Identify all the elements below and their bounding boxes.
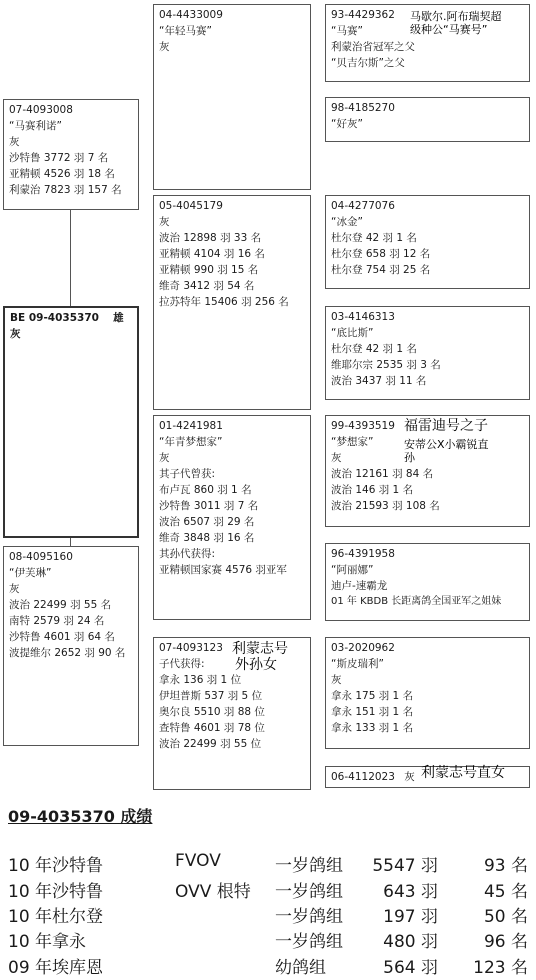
sire-line: 沙特鲁 3772 羽 7 名 <box>9 152 109 164</box>
sire-line: 利蒙治 7823 羽 157 名 <box>9 184 122 196</box>
dam-line: 灰 <box>9 583 20 595</box>
card-line: 波治 12161 羽 84 名 <box>331 468 434 480</box>
sire-sire-card <box>153 4 311 190</box>
result-row <box>0 927 536 951</box>
result-birds: 480 羽 <box>383 932 438 952</box>
handwritten-note <box>404 438 489 464</box>
sire-card <box>3 99 139 210</box>
result-year-race: 10 年沙特鲁 <box>8 882 104 902</box>
sire-dam-card <box>153 195 311 410</box>
card-line: 波治 6507 羽 29 名 <box>159 516 255 528</box>
card-line: “年轻马赛” <box>159 25 212 37</box>
card-line: 波治 3437 羽 11 名 <box>331 375 427 387</box>
result-class: 一岁鸽组 <box>275 856 343 876</box>
card-line: 灰 <box>159 41 170 53</box>
card-line: 杜尔登 658 羽 12 名 <box>331 248 431 260</box>
result-year-race: 10 年杜尔登 <box>8 907 104 927</box>
card-line: 亚精顿 4104 羽 16 名 <box>159 248 265 260</box>
card-line: 伊坦普斯 537 羽 5 位 <box>159 690 263 702</box>
handwritten-note: 利蒙志号直女 <box>421 765 505 781</box>
card-line: 98-4185270 <box>331 102 395 114</box>
dam-line: “伊芙琳” <box>9 567 52 579</box>
result-year-race: 10 年沙特鲁 <box>8 856 104 876</box>
results-title: 09-4035370 成绩 <box>8 807 153 826</box>
sire-line: “马赛利诺” <box>9 120 62 132</box>
card-line: 07-4093123 <box>159 642 223 654</box>
card-line: 03-4146313 <box>331 311 395 323</box>
card-line: 维奇 3848 羽 16 名 <box>159 532 255 544</box>
card-line: 05-4045179 <box>159 200 223 212</box>
subject-card <box>3 306 139 538</box>
connector-line <box>70 210 71 306</box>
result-place: 93 名 <box>483 856 528 876</box>
card-line: 灰 <box>159 452 170 464</box>
card-line: 波治 146 羽 1 名 <box>331 484 414 496</box>
result-birds: 197 羽 <box>383 907 438 927</box>
card-line: 拿永 136 羽 1 位 <box>159 674 242 686</box>
ssd-card <box>325 97 530 142</box>
card-line: 96-4391958 <box>331 548 395 560</box>
card-line: 01 年 KBDB 长距离鸽全国亚军之姐妹 <box>331 596 502 607</box>
card-line: 06-4112023 <box>331 771 395 783</box>
card-line: 查特鲁 4601 羽 78 位 <box>159 722 265 734</box>
card-line: “好灰” <box>331 118 363 130</box>
result-row <box>0 953 536 977</box>
handwritten-line: 马歇尔.阿布瑞契超 <box>410 10 502 23</box>
card-line: 奥尔良 5510 羽 88 位 <box>159 706 265 718</box>
result-class: 一岁鸽组 <box>275 882 343 902</box>
card-line: 拿永 175 羽 1 名 <box>331 690 414 702</box>
handwritten-note <box>232 641 288 673</box>
result-row <box>0 851 536 875</box>
card-line: 其子代曾获: <box>159 468 216 480</box>
result-place: 50 名 <box>483 907 528 927</box>
dam-sire-card <box>153 415 311 620</box>
result-place: 45 名 <box>483 882 528 902</box>
handwritten-line: 级种公“马赛号” <box>410 23 488 36</box>
card-line: 04-4277076 <box>331 200 395 212</box>
result-class: 一岁鸽组 <box>275 932 343 952</box>
handwritten-note <box>410 10 502 36</box>
subject-line: BE 09-4035370 雄 <box>10 312 124 324</box>
card-line: 沙特鲁 3011 羽 7 名 <box>159 500 259 512</box>
dam-line: 波提维尔 2652 羽 90 名 <box>9 647 126 659</box>
card-line: “底比斯” <box>331 327 374 339</box>
card-line: “斯皮瑞利” <box>331 658 384 670</box>
dam-line: 沙特鲁 4601 羽 64 名 <box>9 631 115 643</box>
card-line: 其孙代获得: <box>159 548 216 560</box>
card-line: 01-4241981 <box>159 420 223 432</box>
result-row <box>0 902 536 926</box>
card-line: 维耶尔宗 2535 羽 3 名 <box>331 359 441 371</box>
card-line: 灰 <box>404 771 415 783</box>
card-line: 波治 21593 羽 108 名 <box>331 500 440 512</box>
card-line: “年青梦想家” <box>159 436 223 448</box>
dam-line: 波治 22499 羽 55 名 <box>9 599 112 611</box>
dam-line: 08-4095160 <box>9 551 73 563</box>
dsd-card <box>325 543 530 621</box>
dam-card <box>3 546 139 746</box>
handwritten-line: 安蒂公X小霸锐直 <box>404 438 489 451</box>
card-line: 迪卢-速霸龙 <box>331 580 388 592</box>
card-line: 波治 22499 羽 55 位 <box>159 738 262 750</box>
handwritten-line: 外孙女 <box>235 657 277 673</box>
card-line: 维奇 3412 羽 54 名 <box>159 280 255 292</box>
result-birds: 5547 羽 <box>372 856 438 876</box>
dam-line: 南特 2579 羽 24 名 <box>9 615 105 627</box>
result-note: OVV 根特 <box>175 882 251 902</box>
card-line: 亚精顿 990 羽 15 名 <box>159 264 259 276</box>
dds-card <box>325 637 530 749</box>
card-line: “梦想家” <box>331 436 374 448</box>
card-line: 04-4433009 <box>159 9 223 21</box>
card-line: 亚精顿国家赛 4576 羽亚军 <box>159 564 287 576</box>
result-year-race: 09 年埃库恩 <box>8 958 104 978</box>
sds-card <box>325 195 530 289</box>
card-line: 布卢瓦 860 羽 1 名 <box>159 484 252 496</box>
handwritten-line: 利蒙志号 <box>232 641 288 657</box>
card-line: 拿永 151 羽 1 名 <box>331 706 414 718</box>
card-line: 93-4429362 <box>331 9 395 21</box>
result-birds: 643 羽 <box>383 882 438 902</box>
result-note: FVOV <box>175 851 221 871</box>
card-line: “阿丽娜” <box>331 564 374 576</box>
handwritten-line: 孙 <box>404 451 415 464</box>
card-line: 波治 12898 羽 33 名 <box>159 232 262 244</box>
subject-line: 灰 <box>10 328 21 340</box>
card-line: 灰 <box>159 216 170 228</box>
result-class: 一岁鸽组 <box>275 907 343 927</box>
handwritten-note: 福雷迪号之子 <box>404 418 488 434</box>
card-line: 拿永 133 羽 1 名 <box>331 722 414 734</box>
card-line: 杜尔登 42 羽 1 名 <box>331 232 417 244</box>
card-line: 99-4393519 <box>331 420 395 432</box>
card-line: “贝吉尔斯”之父 <box>331 57 405 69</box>
card-line: “马赛” <box>331 25 363 37</box>
result-row <box>0 877 536 901</box>
card-line: 杜尔登 754 羽 25 名 <box>331 264 431 276</box>
card-line: 灰 <box>331 674 342 686</box>
result-birds: 564 羽 <box>383 958 438 978</box>
card-line: 灰 <box>331 452 342 464</box>
sdd-card <box>325 306 530 400</box>
card-line: 拉苏特年 15406 羽 256 名 <box>159 296 289 308</box>
sire-line: 亚精顿 4526 羽 18 名 <box>9 168 115 180</box>
card-line: 利蒙治省冠军之父 <box>331 41 415 53</box>
result-year-race: 10 年拿永 <box>8 932 87 952</box>
card-line: 杜尔登 42 羽 1 名 <box>331 343 417 355</box>
result-class: 幼鸽组 <box>275 958 326 978</box>
sire-line: 灰 <box>9 136 20 148</box>
result-place: 123 名 <box>473 958 528 978</box>
card-line: 03-2020962 <box>331 642 395 654</box>
card-line: 子代获得: <box>159 658 205 670</box>
result-place: 96 名 <box>483 932 528 952</box>
sire-line: 07-4093008 <box>9 104 73 116</box>
card-line: “冰金” <box>331 216 363 228</box>
